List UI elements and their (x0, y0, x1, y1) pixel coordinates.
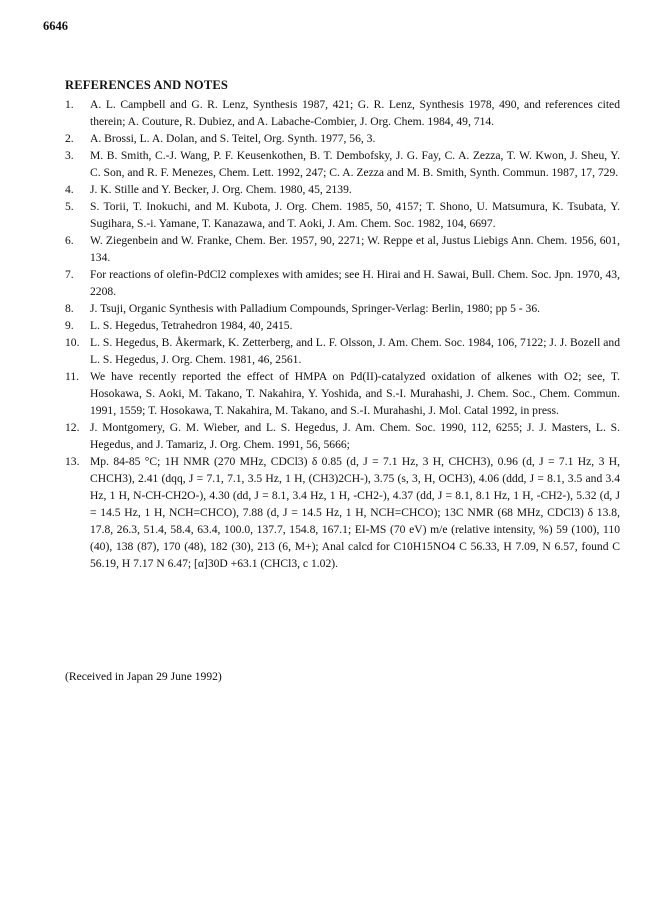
reference-number: 10. (65, 336, 80, 349)
page-number: 6646 (43, 19, 68, 33)
reference-text: J. Tsuji, Organic Synthesis with Palladium Compounds, Springer-Verlag: Berlin, 1980; pp 5 - 36. (90, 302, 541, 315)
reference-text: J. K. Stille and Y. Becker, J. Org. Chem. 1980, 45, 2139. (90, 183, 352, 196)
reference-text: L. S. Hegedus, B. Åkermark, K. Zetterberg, and L. F. Olsson, J. Am. Chem. Soc. 1984, 106, 7122; J. J. Bozell and L. S. Hegedus, J. Org. Chem. 1981, 46, 2561. (90, 336, 620, 366)
reference-10 (65, 334, 620, 368)
reference-number: 4. (65, 183, 74, 196)
reference-11 (65, 368, 620, 419)
reference-text: L. S. Hegedus, Tetrahedron 1984, 40, 2415. (90, 319, 293, 332)
received-date-note: (Received in Japan 29 June 1992) (65, 670, 222, 683)
reference-text: Mp. 84-85 °C; 1H NMR (270 MHz, CDCl3) δ 0.85 (d, J = 7.1 Hz, 3 H, CHCH3), 0.96 (d, J = 7.1 Hz, 3 H, CHCH3), 2.41 (dqq, J = 7.1, 7.1, 3.5 Hz, 1 H, (CH3)2CH-), 3.75 (s, 3, H, OCH3), 4.06 (ddd, J = 8.1, 3.5 and 3.4 Hz, 1 H, N-CH-CH2O-), 4.30 (dd, J = 8.1, 3.4 Hz, 1 H, -CH2-), 4.37 (dd, J = 8.1, 8.1 Hz, 1 H, -CH2-), 5.32 (d, J = 14.5 Hz, 1 H, NCH=CHCO), 7.88 (d, J = 14.5 Hz, 1 H, NCH=CHCO); 13C NMR (68 MHz, CDCl3) δ 13.8, 17.8, 26.3, 51.4, 58.4, 63.4, 100.0, 137.7, 154.8, 167.1; EI-MS (70 eV) m/e (relative intensity, %) 59 (100), 110 (40), 138 (87), 170 (48), 182 (30), 213 (6, M+); Anal calcd for C10H15NO4 C 56.33, H 7.09, N 6.57, found C 56.19, H 7.17 N 6.47; [α]30D +63.1 (CHCl3, c 1.02). (90, 455, 620, 570)
reference-number: 11. (65, 370, 80, 383)
reference-8 (65, 300, 620, 317)
section-heading: REFERENCES AND NOTES (65, 78, 229, 92)
reference-text: W. Ziegenbein and W. Franke, Chem. Ber. 1957, 90, 2271; W. Reppe et al, Justus Liebigs Ann. Chem. 1956, 601, 134. (90, 234, 620, 264)
reference-number: 8. (65, 302, 74, 315)
reference-number: 2. (65, 132, 74, 145)
reference-9 (65, 317, 620, 334)
reference-text: A. L. Campbell and G. R. Lenz, Synthesis 1987, 421; G. R. Lenz, Synthesis 1978, 490, and references cited therein; A. Couture, R. Dubiez, and A. Labache-Combier, J. Org. Chem. 1984, 49, 714. (90, 98, 620, 128)
reference-number: 3. (65, 149, 74, 162)
reference-text: For reactions of olefin-PdCl2 complexes with amides; see H. Hirai and H. Sawai, Bull. Chem. Soc. Jpn. 1970, 43, 2208. (90, 268, 620, 298)
reference-number: 5. (65, 200, 74, 213)
reference-text: S. Torii, T. Inokuchi, and M. Kubota, J. Org. Chem. 1985, 50, 4157; T. Shono, U. Matsumura, K. Tsubata, Y. Sugihara, S.-i. Yamane, T. Kanazawa, and T. Aoki, J. Am. Chem. Soc. 1982, 104, 6697. (90, 200, 620, 230)
reference-number: 1. (65, 98, 74, 111)
reference-13 (65, 453, 620, 572)
reference-7 (65, 266, 620, 300)
reference-number: 12. (65, 421, 80, 434)
reference-5 (65, 198, 620, 232)
reference-number: 7. (65, 268, 74, 281)
reference-text: A. Brossi, L. A. Dolan, and S. Teitel, Org. Synth. 1977, 56, 3. (90, 132, 376, 145)
reference-6 (65, 232, 620, 266)
reference-text: We have recently reported the effect of HMPA on Pd(II)-catalyzed oxidation of alkenes with O2; see, T. Hosokawa, S. Aoki, M. Takano, T. Nakahira, Y. Yoshida, and S.-I. Murahashi, J. Chem. Soc., Chem. Commun. 1991, 1559; T. Hosokawa, T. Nakahira, M. Takano, and S.-I. Murahashi, J. Mol. Catal 1992, in press. (90, 370, 620, 417)
reference-2 (65, 130, 620, 147)
reference-12 (65, 419, 620, 453)
reference-1 (65, 96, 620, 130)
reference-list (65, 96, 620, 572)
reference-text: M. B. Smith, C.-J. Wang, P. F. Keusenkothen, B. T. Dembofsky, J. G. Fay, C. A. Zezza, T. W. Kwon, J. Sheu, Y. C. Son, and R. F. Menezes, Chem. Lett. 1992, 247; C. A. Zezza and M. B. Smith, Synth. Commun. 1987, 17, 729. (90, 149, 620, 179)
reference-number: 9. (65, 319, 74, 332)
reference-text: J. Montgomery, G. M. Wieber, and L. S. Hegedus, J. Am. Chem. Soc. 1990, 112, 6255; J. J. Masters, L. S. Hegedus, and J. Tamariz, J. Org. Chem. 1991, 56, 5666; (90, 421, 620, 451)
reference-number: 6. (65, 234, 74, 247)
reference-number: 13. (65, 455, 80, 468)
reference-3 (65, 147, 620, 181)
reference-4 (65, 181, 620, 198)
